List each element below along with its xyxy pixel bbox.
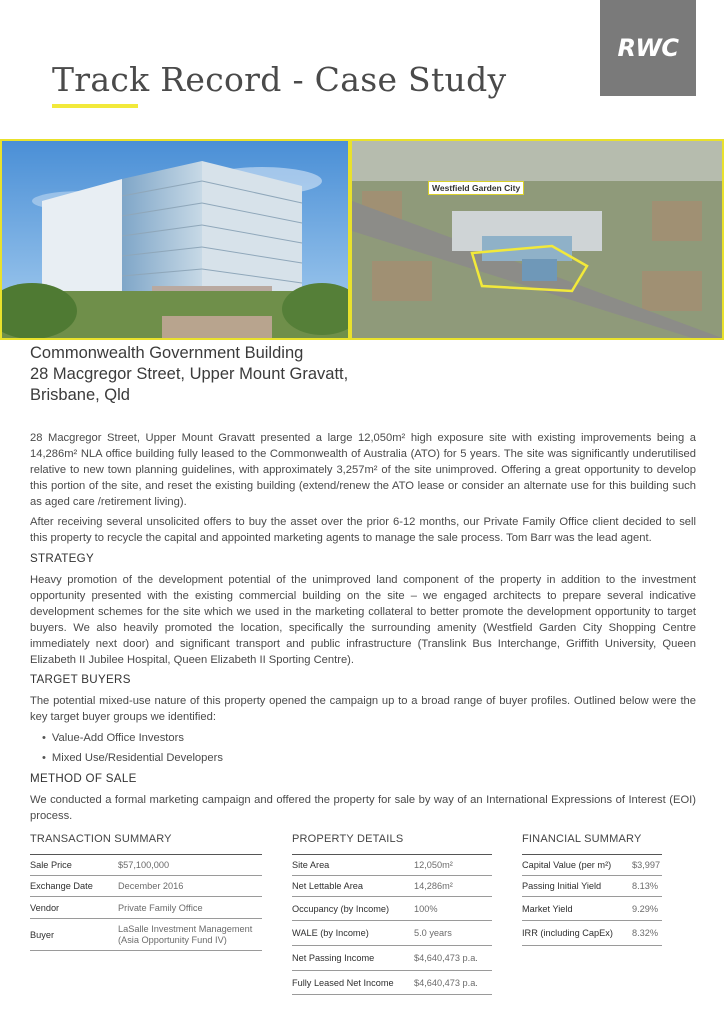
strategy-text: Heavy promotion of the development potential of the unimproved land component of the property in addition to the investment opportunity presented with the existing commercial building on the site – we engaged architects to prepare several indicative development schemes for the site which we used in the marketing collateral to better promote the development opportunity to target buyers. We also heavily promoted the location, specifically the surrounding amenity (Westfield Garden City Shopping Centre immediately next door) and significant transport and public infrastructure (Translink Bus Interchange, Griffith University, Queen Elizabeth II Jubilee Hospital, Queen Elizabeth II Sporting Centre). [30,574,696,666]
table-row [292,897,492,921]
building-illustration [2,141,348,338]
row-value: 9.29% [632,903,659,914]
table-row [522,876,662,897]
strategy-heading: STRATEGY [30,552,95,565]
list-item: • Value-Add Office Investors [42,728,223,748]
row-label: Exchange Date [30,881,93,891]
building-photo [0,139,350,340]
table-row [292,855,492,876]
title-accent-bar [52,104,138,108]
table-row [292,946,492,971]
row-label: WALE (by Income) [292,928,369,938]
row-label: IRR (including CapEx) [522,928,613,938]
row-value: 8.32% [632,928,659,938]
transaction-summary-table [30,854,262,951]
aerial-illustration [352,141,722,338]
row-label: Net Passing Income [292,953,375,963]
table-row [30,919,262,951]
target-buyers-text: The potential mixed-use nature of this property opened the campaign up to a broad range of buyer profiles. Outlined below were the key target buyer groups we identified: [30,695,696,723]
row-label: Sale Price [30,860,72,870]
row-label: Capital Value (per m²) [522,860,612,870]
row-label: Fully Leased Net Income [292,977,394,988]
table-row [30,855,262,876]
row-value: 8.13% [632,881,659,891]
table-row [292,876,492,897]
table-row [522,855,662,876]
property-details-table [292,854,492,995]
table-row [522,897,662,921]
row-value: $4,640,473 p.a. [414,953,478,963]
property-address-line: 28 Macgregor Street, Upper Mount Gravatt, [30,365,349,383]
logo-text: RWC [617,34,679,62]
photo-strip [0,139,724,340]
table-row [292,921,492,946]
list-item: • Mixed Use/Residential Developers [42,748,223,768]
row-value: 14,286m² [414,881,453,891]
row-value: December 2016 [118,881,184,891]
aerial-photo [350,139,724,340]
property-name: Commonwealth Government Building [30,344,304,362]
row-label: Passing Initial Yield [522,881,602,891]
financial-summary-table [522,854,662,946]
row-label: Buyer [30,929,55,940]
table-row [522,921,662,946]
row-label: Market Yield [522,903,573,914]
row-label: Net Lettable Area [292,881,363,891]
method-of-sale-text: We conducted a formal marketing campaign and offered the property for sale by way of an International Expressions of Interest (EOI) process. [30,794,696,822]
row-value: 12,050m² [414,860,453,870]
table-row [30,876,262,897]
row-value: 5.0 years [414,928,452,938]
row-label: Vendor [30,902,60,913]
rwc-logo [600,0,696,96]
target-buyers-heading: TARGET BUYERS [30,673,131,686]
property-details-heading: PROPERTY DETAILS [292,833,404,845]
property-heading [30,343,348,406]
table-row [30,897,262,919]
row-value: Private Family Office [118,902,203,913]
row-value: $3,997 [632,860,661,870]
intro-paragraph-1: 28 Macgregor Street, Upper Mount Gravatt presented a large 12,050m² high exposure site with existing improvements being a 14,286m² NLA office building fully leased to the Commonwealth of Australia (ATO) for 5 years. The site was significantly underutilised relative to new town planning guidelines, with approximately 3,257m² of the site unimproved. Offering a great opportunity to develop this portion of the site, and reset the existing building (extend/renew the ATO lease or consider an alternate use for this building such as aged care /retirement living). [30,432,696,508]
row-label: Site Area [292,860,330,870]
row-value: $57,100,000 [118,860,170,870]
table-row [292,971,492,995]
property-city-line: Brisbane, Qld [30,386,130,404]
method-of-sale-heading: METHOD OF SALE [30,772,137,785]
row-label: Occupancy (by Income) [292,903,390,914]
intro-paragraph-2: After receiving several unsolicited offers to buy the asset over the prior 6-12 months, our Private Family Office client decided to sell this property to recycle the capital and appointed marketing agents to manage the sale process. Tom Barr was the lead agent. [30,516,696,544]
row-value: $4,640,473 p.a. [414,977,478,988]
financial-summary-heading: FINANCIAL SUMMARY [522,833,642,845]
row-value: LaSalle Investment Management (Asia Opportunity Fund IV) [118,923,253,945]
page-title: Track Record - Case Study [52,60,507,99]
buyer-list [42,728,223,768]
row-value: 100% [414,903,438,914]
transaction-summary-heading: TRANSACTION SUMMARY [30,833,172,845]
map-callout-label: Westfield Garden City [428,181,524,195]
